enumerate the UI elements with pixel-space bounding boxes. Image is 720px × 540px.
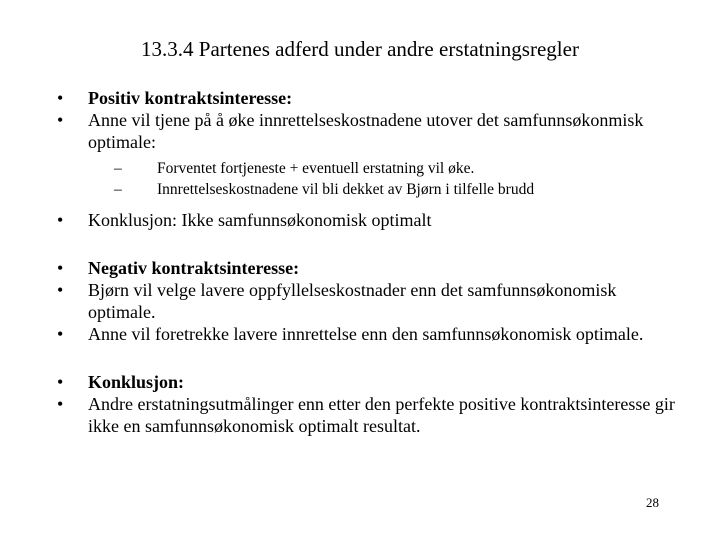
bullet-marker: • xyxy=(57,258,64,278)
bullet-text: Negativ kontraktsinteresse: xyxy=(88,258,300,278)
bullet-text: Konklusjon: xyxy=(88,372,185,392)
bullet-text: Anne vil foretrekke lavere innrettelse enn den samfunnsøkonomisk optimale. xyxy=(88,324,644,344)
bullet-text: Konklusjon: Ikke samfunnsøkonomisk optimalt xyxy=(88,210,432,230)
bullet-anne-cost xyxy=(57,109,677,153)
bullet-conclusion-2 xyxy=(57,371,677,393)
bullet-marker: • xyxy=(57,324,64,344)
dash-marker: – xyxy=(114,181,122,198)
bullet-text: Andre erstatningsutmålinger enn etter den perfekte positive kontraktsinteresse gir ikke en samfunnsøkonomisk optimalt resultat. xyxy=(88,394,675,436)
bullet-marker: • xyxy=(57,210,64,230)
bullet-marker: • xyxy=(57,88,64,108)
bullet-other-measures xyxy=(57,393,677,437)
bullet-anne-reliance xyxy=(57,323,677,345)
bullet-marker: • xyxy=(57,280,64,300)
bullet-text: Bjørn vil velge lavere oppfyllelseskostnader enn det samfunnsøkonomisk optimale. xyxy=(88,280,617,322)
subbullet-expected-profit xyxy=(114,158,677,179)
bullet-text: Positiv kontraktsinteresse: xyxy=(88,88,293,108)
subbullet-cost-covered xyxy=(114,179,677,200)
bullet-positive-interest xyxy=(57,87,677,109)
bullet-marker: • xyxy=(57,110,64,130)
bullet-bjorn-cost xyxy=(57,279,677,323)
subbullet-text: Innrettelseskostnadene vil bli dekket av Bjørn i tilfelle brudd xyxy=(157,181,535,198)
bullet-marker: • xyxy=(57,394,64,414)
bullet-negative-interest xyxy=(57,257,677,279)
bullet-list xyxy=(57,87,677,437)
bullet-marker: • xyxy=(57,372,64,392)
page-number: 28 xyxy=(646,495,659,510)
slide-title: 13.3.4 Partenes adferd under andre erstatningsregler xyxy=(141,37,579,61)
bullet-conclusion-1 xyxy=(57,209,677,231)
dash-marker: – xyxy=(114,160,122,177)
bullet-text: Anne vil tjene på å øke innrettelseskostnadene utover det samfunnsøkonmisk optimale: xyxy=(88,110,644,152)
subbullet-text: Forventet fortjeneste + eventuell erstatning vil øke. xyxy=(157,160,475,177)
